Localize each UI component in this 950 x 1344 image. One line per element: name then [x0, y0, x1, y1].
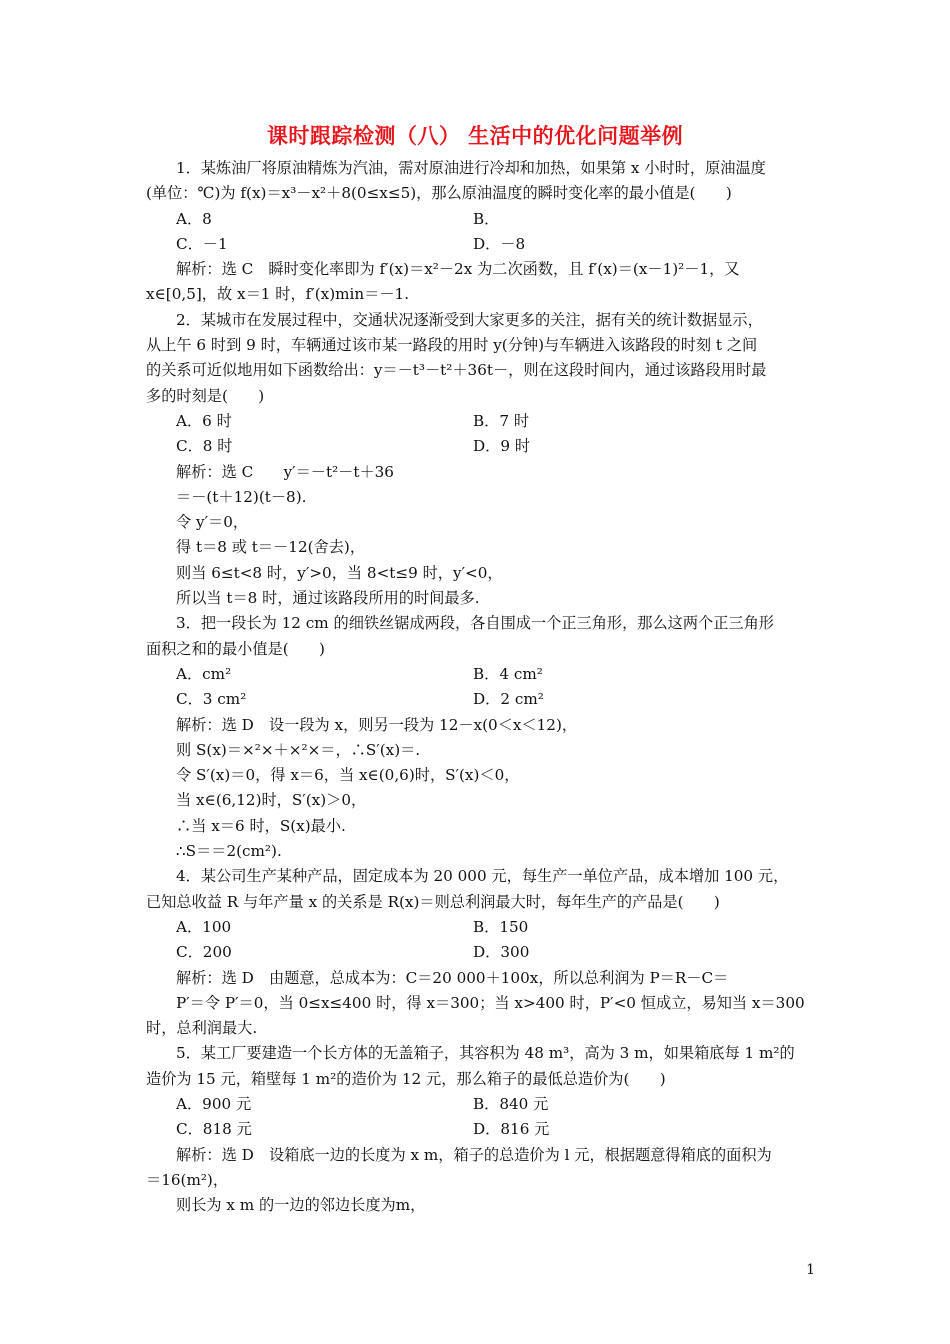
text-line: (单位：℃)为 f(x)＝x³－x²＋8(0≤x≤5)，那么原油温度的瞬时变化率的最小值是( ) [146, 184, 732, 203]
answer-options-row [146, 662, 810, 687]
text-line: 4．某公司生产某种产品，固定成本为 20 000 元，每生产一单位产品，成本增加 100 元， [176, 867, 789, 886]
text-line: ∴S＝＝2(cm²). [176, 842, 282, 861]
text-line: 3．把一段长为 12 cm 的细铁丝锯成两段，各自围成一个正三角形，那么这两个正三角形 [176, 614, 774, 633]
page-number: 1 [806, 1262, 815, 1278]
answer-option: C．3 cm² [176, 690, 247, 709]
answer-option: A．cm² [176, 664, 232, 683]
text-line: 所以当 t＝8 时，通过该路段所用的时间最多. [176, 589, 480, 608]
answer-options-row [146, 915, 810, 940]
text-line: 时，总利润最大. [146, 1019, 258, 1038]
text-line: 从上午 6 时到 9 时，车辆通过该市某一路段的用时 y(分钟)与车辆进入该路段的时刻 t 之间 [146, 336, 758, 355]
answer-options-row [146, 409, 810, 434]
answer-option: C．－1 [176, 234, 228, 253]
text-line: x∈[0,5]，故 x＝1 时，f′(x)min＝－1. [146, 285, 410, 304]
answer-option: A．6 时 [176, 411, 232, 430]
answer-option: D．300 [473, 943, 530, 962]
answer-option: B．150 [473, 917, 529, 936]
text-line: 2．某城市在发展过程中，交通状况逐渐受到大家更多的关注，据有关的统计数据显示， [176, 310, 763, 329]
text-line: 解析：选 C 瞬时变化率即为 f′(x)＝x²－2x 为二次函数，且 f′(x)＝(x－1)²－1，又 [176, 260, 740, 279]
answer-option: B． [473, 209, 500, 228]
text-line: 的关系可近似地用如下函数给出：y＝－t³－t²＋36t－，则在这段时间内，通过该路段用时最 [146, 361, 767, 380]
answer-option: A．8 [176, 209, 212, 228]
answer-options-row [146, 232, 810, 257]
answer-option: B．840 元 [473, 1094, 549, 1113]
answer-option: C．818 元 [176, 1120, 252, 1139]
answer-options-row [146, 434, 810, 459]
answer-option: D．－8 [473, 234, 526, 253]
text-line: 解析：选 D 设箱底一边的长度为 x m，箱子的总造价为 l 元，根据题意得箱底的面积为 [176, 1145, 772, 1164]
answer-option: B．7 时 [473, 411, 530, 430]
answer-options-row [146, 687, 810, 712]
answer-option: A．900 元 [176, 1094, 252, 1113]
answer-option: D．9 时 [473, 437, 531, 456]
text-line: 解析：选 D 由题意，总成本为：C＝20 000＋100x，所以总利润为 P＝R－C＝ [176, 968, 729, 987]
text-line: 5．某工厂要建造一个长方体的无盖箱子，其容积为 48 m³，高为 3 m，如果箱底每 1 m²的 [176, 1044, 795, 1063]
text-line: 令 S′(x)＝0，得 x＝6，当 x∈(0,6)时，S′(x)＜0， [176, 766, 520, 785]
answer-options-row [146, 940, 810, 965]
answer-option: C．8 时 [176, 437, 233, 456]
answer-options-row [146, 1117, 810, 1142]
text-line: 当 x∈(6,12)时，S′(x)＞0， [176, 791, 367, 810]
text-line: 得 t＝8 或 t＝－12(舍去)， [176, 538, 366, 557]
text-line: 多的时刻是( ) [146, 386, 265, 405]
text-line: 解析：选 D 设一段为 x，则另一段为 12－x(0＜x＜12)， [176, 715, 578, 734]
text-line: 1．某炼油厂将原油精炼为汽油，需对原油进行冷却和加热，如果第 x 小时时，原油温度 [176, 159, 766, 177]
text-line: 则长为 x m 的一边的邻边长度为m， [176, 1196, 426, 1215]
answer-option: D．816 元 [473, 1120, 550, 1139]
text-line: ＝－(t＋12)(t－8). [176, 487, 307, 506]
answer-options-row [146, 207, 810, 232]
text-line: ＝16(m²)， [146, 1170, 229, 1189]
text-line: 则当 6≤t<8 时，y′>0，当 8<t≤9 时，y′<0， [176, 563, 503, 582]
answer-option: A．100 [176, 917, 232, 936]
page-title: 课时跟踪检测（八） 生活中的优化问题举例 [266, 124, 684, 148]
text-line: 面积之和的最小值是( ) [146, 639, 325, 658]
answer-option: D．2 cm² [473, 690, 544, 709]
text-line: P′＝令 P′＝0，当 0≤x≤400 时，得 x＝300；当 x>400 时，P′<0 恒成立，易知当 x＝300 [176, 993, 805, 1012]
answer-options-row [146, 1092, 810, 1117]
answer-option: C．200 [176, 943, 232, 962]
text-line: 已知总收益 R 与年产量 x 的关系是 R(x)＝则总利润最大时，每年生产的产品是( ) [146, 892, 720, 911]
document-body [146, 156, 810, 1218]
answer-option: B．4 cm² [473, 664, 543, 683]
text-line: 造价为 15 元，箱壁每 1 m²的造价为 12 元，那么箱子的最低总造价为( ) [146, 1069, 666, 1088]
text-line: 则 S(x)＝×²×＋×²×＝，∴S′(x)＝. [176, 740, 421, 759]
text-line: ∴当 x＝6 时，S(x)最小. [176, 816, 346, 835]
text-line: 解析：选 C y′＝－t²－t＋36 [176, 462, 394, 481]
text-line: 令 y′＝0， [176, 513, 249, 532]
